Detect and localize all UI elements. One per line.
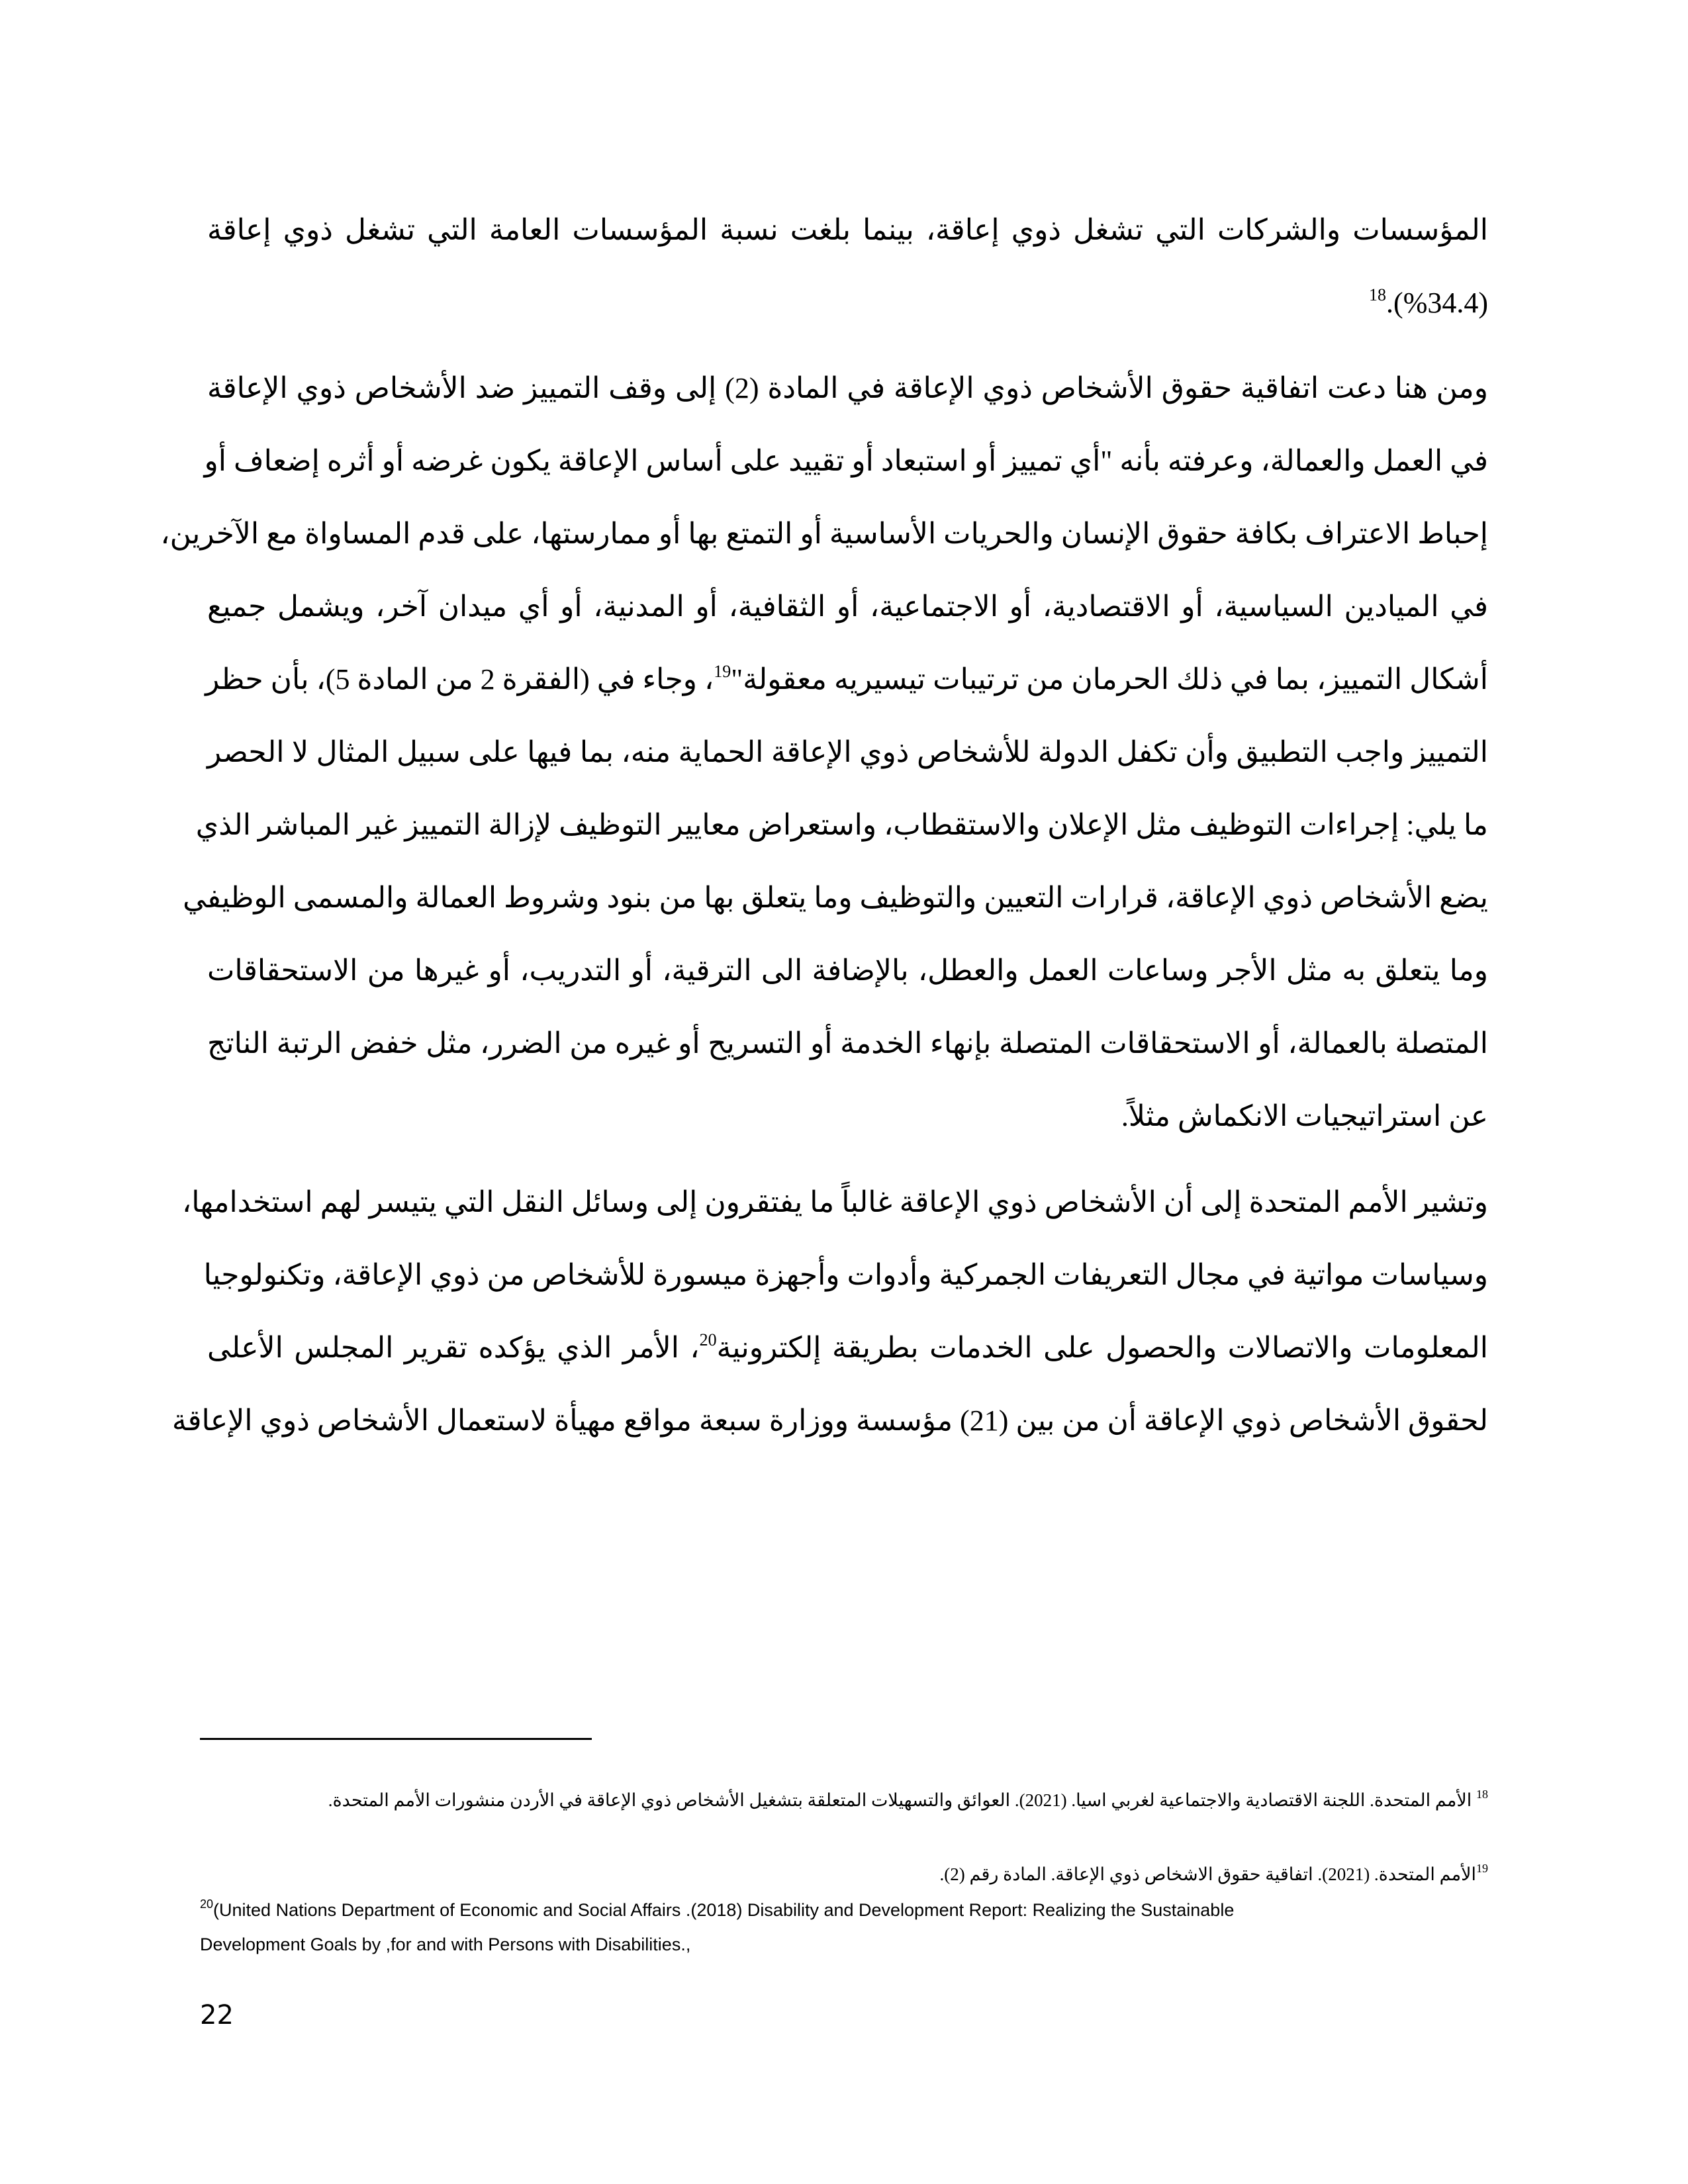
footnote-text: (United Nations Department of Economic and Social Affairs .(2018) Disability and Development Report: Realizing the Sustainable — [213, 1900, 1235, 1920]
body-line: وتشير الأمم المتحدة إلى أن الأشخاص ذوي الإعاقة غالباً ما يفتقرون إلى وسائل النقل التي يتيسر لهم استخدامها، — [182, 1186, 1488, 1218]
footnote-number: 18 — [1476, 1788, 1488, 1801]
body-line-text: المعلومات والاتصالات والحصول على الخدمات بطريقة إلكترونية — [716, 1332, 1489, 1364]
body-line-text: أشكال التمييز، بما في ذلك الحرمان من ترتيبات تيسيريه معقولة" — [731, 663, 1488, 696]
footnote-text: الأمم المتحدة. (2021). اتفاقية حقوق الاشخاص ذوي الإعاقة. المادة رقم (2). — [939, 1864, 1476, 1884]
body-line: ومن هنا دعت اتفاقية حقوق الأشخاص ذوي الإعاقة في المادة (2) إلى وقف التمييز ضد الأشخاص ذوي الإعاقة — [207, 372, 1488, 404]
body-line: لحقوق الأشخاص ذوي الإعاقة أن من بين (21) مؤسسة ووزارة سبعة مواقع مهيأة لاستعمال الأشخاص ذوي الإعاقة — [171, 1404, 1488, 1437]
body-line-text: (%34.4). — [1386, 287, 1488, 319]
page-number: 22 — [200, 2000, 234, 2030]
body-line: ما يلي: إجراءات التوظيف مثل الإعلان والاستقطاب، واستعراض معايير التوظيف لإزالة التمييز غير المباشر الذي — [195, 809, 1488, 841]
body-line — [207, 283, 1488, 323]
body-line — [207, 660, 1488, 700]
footnote-20 — [200, 1897, 1234, 1923]
body-line: في الميادين السياسية، أو الاقتصادية، أو الاجتماعية، أو الثقافية، أو المدنية، أو أي ميدان آخر، ويشمل جميع — [207, 590, 1488, 623]
body-line: المتصلة بالعمالة، أو الاستحقاقات المتصلة بإنهاء الخدمة أو التسريح أو غيره من الضرر، مثل خفض الرتبة الناتج — [207, 1027, 1488, 1060]
footnote-20-continued: Development Goals by ,for and with Persons with Disabilities., — [200, 1934, 691, 1954]
body-line: وسياسات مواتية في مجال التعريفات الجمركية وأدوات وأجهزة ميسورة للأشخاص من ذوي الإعاقة، وتكنولوجيا — [203, 1259, 1488, 1291]
footnote-ref-19[interactable]: 19 — [714, 662, 731, 681]
footnote-text: الأمم المتحدة. اللجنة الاقتصادية والاجتماعية لغربي اسيا. (2021). العوائق والتسهيلات المتعلقة بتشغيل الأشخاص ذوي الإعاقة في الأردن منشورات الأمم المتحدة. — [328, 1790, 1472, 1810]
body-line: إحباط الاعتراف بكافة حقوق الإنسان والحريات الأساسية أو التمتع بها أو ممارستها، على قدم المساواة مع الآخرين، — [160, 518, 1488, 550]
body-line: في العمل والعمالة، وعرفته بأنه "أي تمييز أو استبعاد أو تقييد على أساس الإعاقة يكون غرضه أو أثره إضعاف أو — [204, 445, 1488, 477]
body-line: يضع الأشخاص ذوي الإعاقة، قرارات التعيين والتوظيف وما يتعلق بها من بنود وشروط العمالة والمسمى الوظيفي — [183, 882, 1488, 914]
body-line: عن استراتيجيات الانكماش مثلاً. — [1121, 1100, 1488, 1132]
footnote-19 — [939, 1861, 1488, 1888]
body-line: المؤسسات والشركات التي تشغل ذوي إعاقة، بينما بلغت نسبة المؤسسات العامة التي تشغل ذوي إعاقة — [207, 214, 1488, 246]
footnote-number: 20 — [200, 1897, 214, 1911]
footnote-ref-18[interactable]: 18 — [1369, 285, 1387, 304]
body-line-text: ، الأمر الذي يؤكده تقرير المجلس الأعلى — [207, 1332, 700, 1364]
body-line: التمييز واجب التطبيق وأن تكفل الدولة للأشخاص ذوي الإعاقة الحماية منه، بما فيها على سبيل المثال لا الحصر — [207, 736, 1488, 768]
body-line-text: ، وجاء في (الفقرة 2 من المادة 5)، بأن حظر — [205, 663, 714, 696]
footnote-separator — [200, 1738, 592, 1740]
footnote-ref-20[interactable]: 20 — [699, 1330, 717, 1349]
footnote-18 — [328, 1787, 1488, 1813]
body-line — [207, 1328, 1488, 1368]
footnote-number: 19 — [1476, 1862, 1488, 1875]
body-line: وما يتعلق به مثل الأجر وساعات العمل والعطل، بالإضافة الى الترقية، أو التدريب، أو غيرها من الاستحقاقات — [207, 954, 1488, 987]
